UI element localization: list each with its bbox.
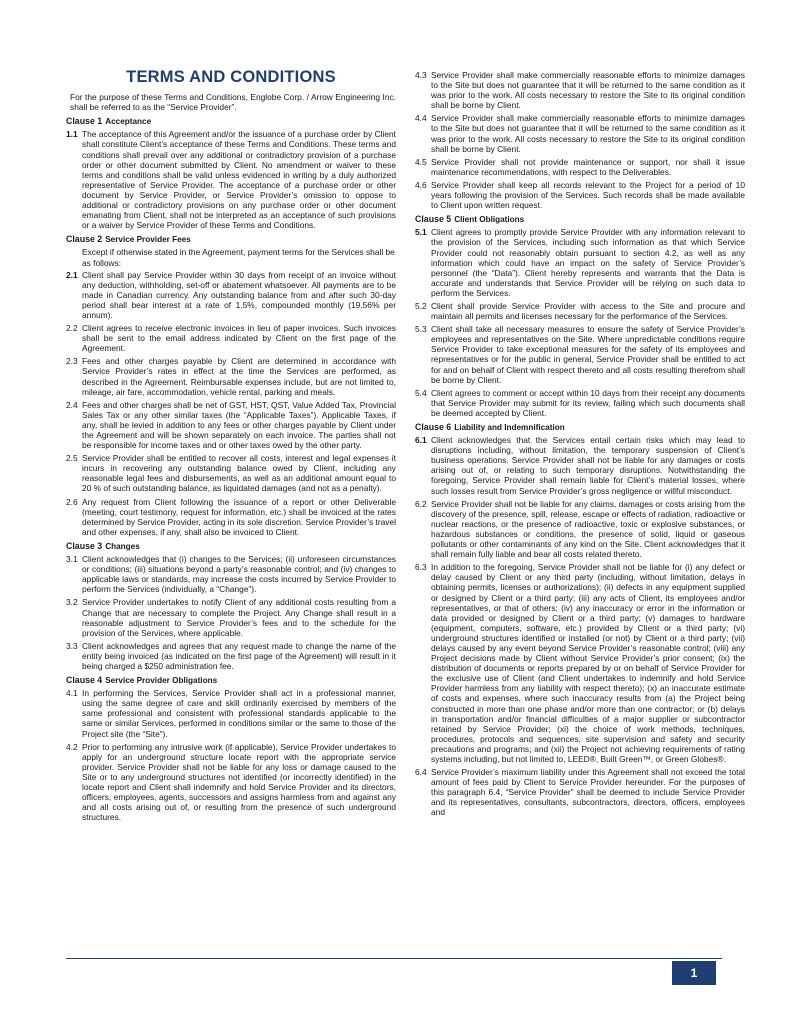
clause-item (66, 688, 396, 738)
item-number: 5.2 (415, 300, 427, 311)
item-text: Service Provider shall make commercially reasonable efforts to minimize damages to the Site but does not guarantee that it will be returned to the same condition as it was prior to the work. All costs necessary to restore the Site to its original condition shall be borne by Client. (431, 70, 745, 111)
intro-paragraph: For the purpose of these Terms and Conditions, Englobe Corp. / Arrow Engineering Inc. shall be referred to as the “Service Provider”. (70, 92, 396, 113)
item-number: 6.4 (415, 767, 427, 778)
item-text: Client shall take all necessary measures to ensure the safety of Service Provider’s employees and representatives on the Site. Where unpredictable conditions require Service Provider to take exceptional measures for the safety of its employees and representatives or for the public in general, Service Provider shall be entitled to act for and on behalf of Client with respect thereto and all costs resulting therefrom shall be borne by Client. (431, 324, 745, 385)
item-text: Client acknowledges and agrees that any request made to change the name of the entity being invoiced (as indicated on the first page of the Agreement) will result in it being charged a $250 administration fee. (82, 640, 396, 671)
clause-heading (415, 214, 745, 225)
item-number: 5.1 (415, 227, 427, 238)
item-number: 3.1 (66, 554, 78, 565)
page-number: 1 (690, 966, 698, 980)
item-text: Client acknowledges that (i) changes to the Services; (ii) unforeseen circumstances or conditions; (iii) situations beyond a party’s reasonable control; and (iv) changes to applicable laws or standards, may increase the costs incurred by Service Provider to perform the Services (individually, a “Change”). (82, 554, 396, 595)
item-number: 4.6 (415, 179, 427, 190)
item-text: Client shall pay Service Provider within 30 days from receipt of an invoice without any deduction, withholding, set-off or abatement whatsoever. All payments are to be made in Canadian currency. Any outstanding balance from and after such 30-day period shall bear interest at a rate of 1.5%, compounded monthly (19.56% per annum). (82, 269, 396, 320)
clause-item (415, 435, 745, 496)
clause-lead: Except if otherwise stated in the Agreement, payment terms for the Services shall be as follows: (82, 247, 395, 268)
item-number: 5.3 (415, 324, 427, 335)
item-text: Service Provider shall be entitled to recover all costs, interest and legal expenses it incurs in recovering any outstanding balance owed by Client, including any reasonable legal fees and disbursements, as well as an additional amount equal to 20 % of such outstanding balance, as liquidated damages (and not as a penalty). (82, 453, 396, 494)
item-text: Any request from Client following the issuance of a report or other Deliverable (meeting, court testimony, request for information, etc.) shall be invoiced at the rates determined by Service Provider, acting in its sole discretion. Service Provider’s travel and other expenses, if any, shall also be invoiced to Client. (82, 496, 396, 537)
clause-item (66, 323, 396, 353)
page-number-badge (672, 961, 716, 985)
item-text: In addition to the foregoing, Service Provider shall not be liable for (i) any defect or delay caused by Client or any third party (including, without limitation, delays in obtaining permits, licenses or authorizations); (ii) defects in any equipment supplied or designed by Client or a third party; (iii) any acts of Client, its employees and/or representatives, or that of others; (iv) any inaccuracy or error in the information or data provided or designed by Client or a third party; (v) damages to hardware (equipment, computers, software, etc.) provided by Client or a third party; (vi) underground structures identified or installed (or not) by Client or a third party; (vii) delays caused by any event beyond Service Provider’s reasonable control; (viii) any Project decisions made by Client without Service Provider’s prior consent; (ix) the distribution of documents or reports prepared by or on behalf of Service Provider for the exclusive use of Client (and Client undertakes to indemnify and hold Service Provider harmless from any liability with respect thereto); (x) an inaccurate estimate of costs and expenses, where such inaccuracy results from (a) the Project being constructed in more than one phase and/or more than one contractor; or (b) delays in transportation and/or financial difficulties of a major supplier or subcontractor retained by Service Provider; (xi) the choice of work methods, techniques, procedures, protocols and sequences, site supervision and safety and security precautions and programs; and (xii) the Project not achieving requirements of rating systems including, but not limited to, LEED®, Built Green™, or Green Globes®. (431, 562, 745, 764)
item-number: 2.4 (66, 399, 78, 410)
item-number: 6.3 (415, 562, 427, 573)
clause-label: Clause 3 (66, 540, 103, 551)
clause-item (415, 767, 745, 817)
item-text: Fees and other charges payable by Client are determined in accordance with Service Provider’s rates in effect at the time the Services are performed, as described in the Agreement. Reimbursable expenses include, but are not limited to, mileage, air fare, accommodation, vehicle rental, parking and meals. (82, 356, 396, 397)
clause-item (66, 597, 396, 637)
item-number: 1.1 (66, 129, 78, 140)
item-text: Service Provider shall not be liable for any claims, damages or costs arising from the discovery of the presence, spill, release, escape or effects of radiation, radioactive or nuclear reactions, or the presence of radioactive, toxic or explosive substances, or hazardous substances or conditions, the presence of solid, liquid or gaseous pollutants or other contaminants of any kind on the Site. Client acknowledges that it shall remain fully liable and bear all costs related thereto. (431, 498, 745, 560)
item-number: 2.3 (66, 356, 78, 367)
item-text: Client shall provide Service Provider with access to the Site and procure and maintain all permits and licenses necessary for the performance of the Services. (431, 300, 745, 322)
item-number: 2.5 (66, 453, 78, 464)
clause-item (415, 180, 745, 210)
clause-label: Clause 2 (66, 234, 103, 245)
clause-name: Changes (105, 541, 140, 551)
item-number: 4.1 (66, 688, 78, 699)
item-text: Client agrees to receive electronic invoices in lieu of paper invoices. Such invoices shall be sent to the email address indicated by Client on the first page of the Agreement. (82, 323, 396, 354)
clause-item (415, 562, 745, 764)
clause-label: Clause 6 (415, 422, 452, 432)
clause-item (66, 270, 396, 320)
item-text: Service Provider shall keep all records relevant to the Project for a period of 10 years following the provision of the Services. Such records shall be made available to Client upon written request. (431, 179, 745, 211)
clause-item (415, 157, 745, 177)
clause-item (66, 641, 396, 671)
clause-label: Clause 5 (415, 214, 452, 225)
clause-heading (66, 675, 396, 686)
item-text: Fees and other charges shall be net of GST, HST, QST, Value Added Tax, Provincial Sales Tax or any other similar taxes (the “Applicable Taxes”). Applicable Taxes, if any, shall be levied in addition to any fees or other charges payable by Client under the Agreement and will be shown separately on each invoice. The parties shall not be responsible for income taxes and or other taxes owed by the other party. (82, 399, 396, 451)
item-text: Service Provider shall make commercially reasonable efforts to minimize damages to the Site but does not guarantee that it will be returned to the same condition as it was prior to the work. All costs necessary to restore the Site to its original condition shall be borne by Client. (431, 113, 745, 154)
clause-label: Clause 1 (66, 116, 103, 127)
clause-name: Liability and Indemnification (454, 423, 565, 432)
item-number: 6.2 (415, 498, 427, 509)
clause-name: Service Provider Fees (105, 235, 191, 245)
item-text: In performing the Services, Service Provider shall act in a professional manner, using the same degree of care and skill ordinarily exercised by members of the same professional and consistent with professional standards applicable to the same or similar Services, performed in conditions similar or the same to those of the Project site (the “Site”). (82, 688, 396, 739)
clause-item (66, 742, 396, 823)
clause-item (415, 70, 745, 110)
clause-heading (66, 234, 396, 245)
clause-label: Clause 4 (66, 675, 103, 686)
clause-item (415, 324, 745, 385)
clause-name: Service Provider Obligations (105, 676, 218, 686)
item-number: 4.2 (66, 741, 78, 752)
clause-name: Acceptance (105, 117, 152, 127)
item-text: Client agrees to promptly provide Service Provider with any information relevant to the provision of the Services, including such information as that which Service Provider could not reasonably obtain pursuant to section 4.2, as well as any information which could have an impact on the safety of Service Provider’s personnel (the “Data”). Client hereby represents and warrants that the Data is accurate and understands that Service Provider will be relying on such data to perform the Services. (431, 227, 745, 298)
clause-item (66, 400, 396, 450)
item-number: 4.5 (415, 156, 427, 167)
item-number: 4.4 (415, 113, 427, 124)
clause-heading (66, 541, 396, 552)
clause-item (66, 453, 396, 493)
item-number: 3.2 (66, 597, 78, 608)
item-number: 2.6 (66, 496, 78, 507)
clause-item (66, 497, 396, 537)
item-number: 2.1 (66, 269, 78, 280)
clause-item (415, 388, 745, 418)
page-title: TERMS AND CONDITIONS (126, 68, 336, 86)
item-text: Service Provider undertakes to notify Client of any additional costs resulting from a Change that are necessary to complete the Project. Any Change shall result in a reasonable adjustment to Service Provider’s fees and to the schedule for the provision of the Services, where applicable. (82, 597, 396, 638)
clause-name: Client Obligations (454, 215, 525, 225)
clause-item (66, 129, 396, 230)
item-number: 4.3 (415, 70, 427, 80)
clause-item (415, 227, 745, 298)
clause-item (415, 113, 745, 153)
item-text: Client acknowledges that the Services entail certain risks which may lead to disruptions including, without limitation, the temporary suspension of Client’s business operations. Service Provider shall not be liable for any damages or costs arising out of, or relating to such temporary disruptions. Notwithstanding the foregoing, Service Provider shall remain liable for Client’s material losses, where such losses result from Service Provider’s gross negligence or willful misconduct. (431, 435, 745, 496)
item-text: Service Provider shall not provide maintenance or support, nor shall it issue maintenance recommendations, with respect to the Deliverables. (431, 156, 745, 177)
clause-item (66, 356, 396, 396)
left-column (66, 70, 396, 825)
item-number: 5.4 (415, 387, 427, 398)
clause-item (415, 301, 745, 321)
clause-heading (66, 116, 396, 127)
clause-heading (415, 422, 745, 433)
item-number: 3.3 (66, 640, 78, 651)
item-text: The acceptance of this Agreement and/or the issuance of a purchase order by Client shall constitute Client’s acceptance of these Terms and Conditions. These terms and conditions shall prevail over any additional or contradictory provision of a purchase order or other document submitted by Client. No amendment or waiver to these terms and conditions shall be valid unless evidenced in writing by a duly authorized representative of Service Provider. The acceptance of a purchase order or other document by Service Provider, or Service Provider’s omission to oppose to additional or contradictory provisions on any purchase order or other document emanating from Client, shall not be interpreted as an acceptance of such provisions or a waiver by Service Provider of these Terms and Conditions. (82, 129, 396, 231)
right-column (415, 70, 745, 821)
item-number: 6.1 (415, 435, 427, 446)
item-text: Prior to performing any intrusive work (if applicable), Service Provider undertakes to apply for an underground structure locate report with the appropriate service provider. Service Provider shall not be liable for any loss or damage caused to the Site or to any underground structures not identified (or incorrectly identified) in the locate report and Client shall indemnify and hold Service Provider and its directors, officers, employees, agents, successors and assigns harmless from and against any and all costs arising out of, or resulting from the presence of such underground structures. (82, 741, 396, 823)
item-text: Client agrees to comment or accept within 10 days from their receipt any documents that Service Provider may submit for its review, failing which such documents shall be deemed accepted by Client. (431, 387, 745, 418)
clause-item (66, 554, 396, 594)
item-text: Service Provider’s maximum liability under this Agreement shall not exceed the total amount of fees paid by Client to Service Provider hereunder. For the purposes of this paragraph 6.4, “Service Provider” shall be deemed to include Service Provider and its representatives, consultants, subcontractors, directors, officers, employees and (431, 767, 745, 818)
clause-item (415, 499, 745, 560)
footer-divider (66, 958, 722, 959)
item-number: 2.2 (66, 323, 78, 334)
